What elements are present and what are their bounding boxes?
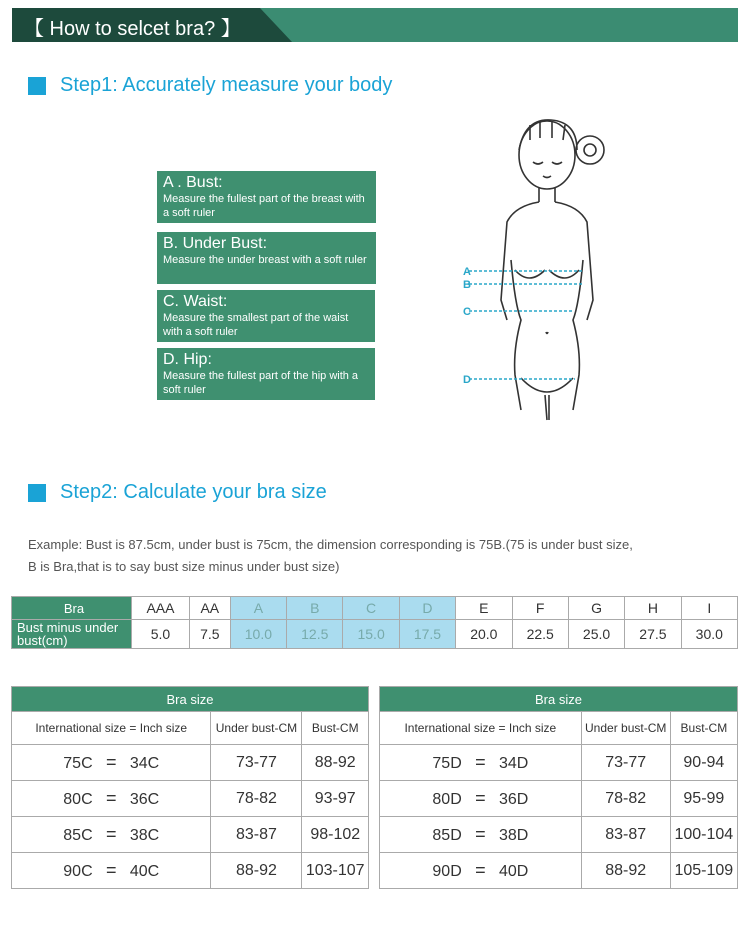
table-row bbox=[12, 620, 738, 649]
bust-cell: 95-99 bbox=[670, 781, 737, 817]
measure-desc: Measure the under breast with a soft ruler bbox=[163, 254, 367, 266]
under-bust-cell: 78-82 bbox=[211, 781, 302, 817]
diff-cell: 27.5 bbox=[625, 620, 681, 649]
cup-cell: A bbox=[230, 597, 286, 620]
measure-waist bbox=[157, 290, 375, 342]
bust-cell: 105-109 bbox=[670, 853, 737, 889]
column-header: Bust-CM bbox=[302, 712, 369, 745]
diff-cell: 17.5 bbox=[399, 620, 455, 649]
body-figure-illustration bbox=[455, 110, 615, 422]
step1-heading bbox=[28, 74, 392, 97]
cup-cell: AA bbox=[189, 597, 230, 620]
table-row bbox=[380, 853, 738, 889]
bust-cell: 90-94 bbox=[670, 745, 737, 781]
measure-desc: Measure the smallest part of the waist with a soft ruler bbox=[163, 312, 349, 338]
table-caption: Bra size bbox=[380, 687, 738, 712]
column-header: International size = Inch size bbox=[12, 712, 211, 745]
diff-cell: 22.5 bbox=[512, 620, 568, 649]
example-text bbox=[28, 534, 728, 578]
table-row bbox=[12, 817, 369, 853]
cup-cell: C bbox=[343, 597, 399, 620]
table-row bbox=[12, 745, 369, 781]
measure-title: D. Hip: bbox=[163, 351, 212, 368]
measure-title: A . Bust: bbox=[163, 174, 223, 191]
example-line: B is Bra,that is to say bust size minus under bust size) bbox=[28, 559, 340, 574]
bust-cell: 98-102 bbox=[302, 817, 369, 853]
table-row bbox=[12, 853, 369, 889]
diff-cell: 10.0 bbox=[230, 620, 286, 649]
page-title: 【 How to selcet bra? 】 bbox=[24, 18, 241, 40]
table-row bbox=[12, 597, 738, 620]
measure-desc: Measure the fullest part of the breast with a soft ruler bbox=[163, 193, 365, 219]
table-row bbox=[380, 817, 738, 853]
row-label: Bra bbox=[12, 597, 132, 620]
table-row bbox=[12, 781, 369, 817]
column-header: Bust-CM bbox=[670, 712, 737, 745]
diff-cell: 20.0 bbox=[456, 620, 512, 649]
under-bust-cell: 88-92 bbox=[581, 853, 670, 889]
column-header: Under bust-CM bbox=[581, 712, 670, 745]
diff-cell: 25.0 bbox=[568, 620, 624, 649]
bra-size-table-d bbox=[379, 686, 738, 889]
under-bust-cell: 88-92 bbox=[211, 853, 302, 889]
bra-size-table-c bbox=[11, 686, 369, 889]
measure-bust bbox=[157, 171, 376, 223]
table-row bbox=[380, 745, 738, 781]
cup-size-table bbox=[11, 596, 738, 649]
size-pair: 90D = 40D bbox=[380, 853, 582, 889]
cup-cell: G bbox=[568, 597, 624, 620]
cup-cell: E bbox=[456, 597, 512, 620]
bust-cell: 88-92 bbox=[302, 745, 369, 781]
size-pair: 80C = 36C bbox=[12, 781, 211, 817]
figure-label-b: B bbox=[463, 279, 471, 291]
measure-desc: Measure the fullest part of the hip with a soft ruler bbox=[163, 370, 359, 396]
row-label: Bust minus under bust(cm) bbox=[12, 620, 132, 649]
diff-cell: 7.5 bbox=[189, 620, 230, 649]
bust-cell: 103-107 bbox=[302, 853, 369, 889]
diff-cell: 15.0 bbox=[343, 620, 399, 649]
figure-label-c: C bbox=[463, 306, 471, 318]
size-pair: 90C = 40C bbox=[12, 853, 211, 889]
cup-cell: F bbox=[512, 597, 568, 620]
column-header: Under bust-CM bbox=[211, 712, 302, 745]
cup-cell: AAA bbox=[132, 597, 190, 620]
figure-label-a: A bbox=[463, 266, 471, 278]
cup-cell: D bbox=[399, 597, 455, 620]
under-bust-cell: 83-87 bbox=[211, 817, 302, 853]
measure-under-bust bbox=[157, 232, 376, 284]
under-bust-cell: 78-82 bbox=[581, 781, 670, 817]
table-row bbox=[380, 781, 738, 817]
example-line: Example: Bust is 87.5cm, under bust is 75cm, the dimension corresponding is 75B.(75 is under bust size, bbox=[28, 537, 633, 552]
diff-cell: 12.5 bbox=[287, 620, 343, 649]
size-pair: 80D = 36D bbox=[380, 781, 582, 817]
size-pair: 75D = 34D bbox=[380, 745, 582, 781]
step2-title: Step2: Calculate your bra size bbox=[60, 481, 327, 503]
measure-title: C. Waist: bbox=[163, 293, 228, 310]
cup-cell: I bbox=[681, 597, 737, 620]
measure-title: B. Under Bust: bbox=[163, 235, 268, 252]
table-caption: Bra size bbox=[12, 687, 369, 712]
step2-marker bbox=[28, 484, 46, 502]
bust-cell: 100-104 bbox=[670, 817, 737, 853]
column-header: International size = Inch size bbox=[380, 712, 582, 745]
figure-label-d: D bbox=[463, 374, 471, 386]
under-bust-cell: 73-77 bbox=[581, 745, 670, 781]
under-bust-cell: 73-77 bbox=[211, 745, 302, 781]
measure-hip bbox=[157, 348, 375, 400]
size-pair: 75C = 34C bbox=[12, 745, 211, 781]
diff-cell: 30.0 bbox=[681, 620, 737, 649]
size-pair: 85C = 38C bbox=[12, 817, 211, 853]
size-pair: 85D = 38D bbox=[380, 817, 582, 853]
cup-cell: H bbox=[625, 597, 681, 620]
step1-title: Step1: Accurately measure your body bbox=[60, 74, 393, 96]
step2-heading bbox=[28, 481, 327, 504]
step1-marker bbox=[28, 77, 46, 95]
under-bust-cell: 83-87 bbox=[581, 817, 670, 853]
cup-cell: B bbox=[287, 597, 343, 620]
diff-cell: 5.0 bbox=[132, 620, 190, 649]
bust-cell: 93-97 bbox=[302, 781, 369, 817]
